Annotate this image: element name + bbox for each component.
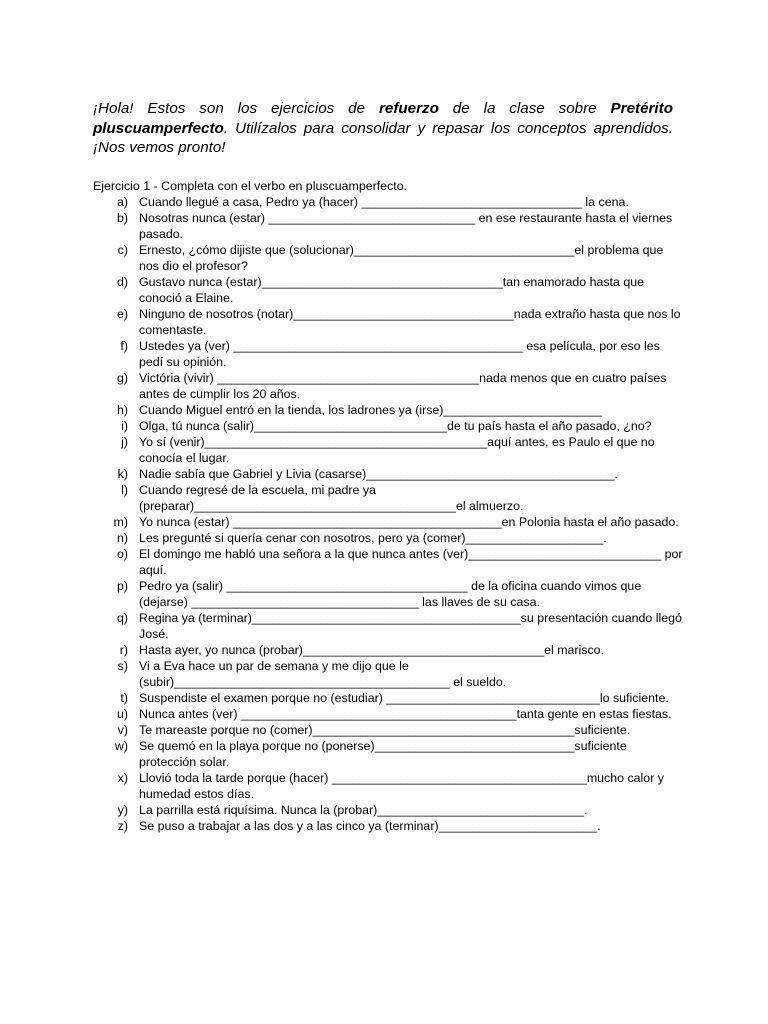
- exercise-item: [93, 466, 683, 482]
- exercise-item: [93, 514, 683, 530]
- exercise-item-text: Les pregunté si quería cenar con nosotros, pero ya (comer)____________________.: [139, 531, 607, 545]
- exercise-item-letter: j): [121, 435, 128, 449]
- exercise-item-text: La parrilla está riquísima. Nunca la (probar)______________________________.: [139, 803, 588, 817]
- exercise-item-letter: i): [121, 419, 128, 433]
- exercise-item-text: Victória (vivir) ______________________________________nada menos que en cuatro países antes de cumplir los 20 años.: [139, 371, 667, 401]
- exercise-item: [93, 530, 683, 546]
- exercise-title: Ejercicio 1 - Completa con el verbo en pluscuamperfecto.: [93, 179, 408, 193]
- exercise-item: [93, 642, 683, 658]
- intro-text-3: . Utilízalos para consolidar y repasar los conceptos aprendidos. ¡Nos vemos pronto!: [93, 119, 673, 157]
- exercise-item-text: Gustavo nunca (estar)___________________________________tan enamorado hasta que conoció a Elaine.: [139, 275, 644, 305]
- exercise-item: [93, 690, 683, 706]
- exercise-item-letter: d): [116, 275, 128, 289]
- exercise-item-text: Regina ya (terminar)_______________________________________su presentación cuando llegó José.: [139, 611, 682, 641]
- exercise-item: [93, 706, 683, 722]
- exercise-item-text: Vi a Eva hace un par de semana y me dijo que le (subir)________________________________________ el sueldo.: [139, 659, 507, 689]
- exercise-item: [93, 722, 683, 738]
- exercise-item-letter: h): [116, 403, 128, 417]
- intro-paragraph: [93, 99, 673, 158]
- exercise-item-text: Se puso a trabajar a las dos y a las cinco ya (terminar)_______________________.: [139, 819, 601, 833]
- exercise-item-letter: f): [120, 339, 128, 353]
- exercise-item-text: Yo nunca (estar) _______________________________________en Polonia hasta el año pasado.: [139, 515, 679, 529]
- intro-text-1: ¡Hola! Estos son los ejercicios de: [93, 100, 379, 118]
- exercise-item-letter: t): [120, 691, 128, 705]
- exercise-item: [93, 194, 683, 210]
- exercise-item-letter: p): [116, 579, 128, 593]
- exercise-item: [93, 770, 683, 802]
- exercise-item-text: Hasta ayer, yo nunca (probar)___________________________________el marisco.: [139, 643, 605, 657]
- exercise-item-text: Ernesto, ¿cómo dijiste que (solucionar)________________________________el problema que nos dio el profesor?: [139, 243, 664, 273]
- exercise-item-letter: g): [116, 371, 128, 385]
- exercise-item: [93, 802, 683, 818]
- exercise-item-letter: l): [121, 483, 128, 497]
- exercise-item: [93, 818, 683, 834]
- exercise-item-letter: n): [116, 531, 128, 545]
- exercise-item: [93, 546, 683, 578]
- exercise-item-letter: c): [117, 243, 128, 257]
- exercise-item: [93, 306, 683, 338]
- exercise-item-text: Yo sí (venir)_________________________________________aquí antes, es Paulo el que no conocía el lugar.: [139, 435, 655, 465]
- exercise-item-letter: u): [116, 707, 128, 721]
- exercise-item-letter: m): [113, 515, 128, 529]
- exercise-item-letter: k): [117, 467, 128, 481]
- exercise-item-letter: w): [114, 739, 128, 753]
- exercise-item-text: Nosotras nunca (estar) ______________________________ en ese restaurante hasta el viernes pasado.: [139, 211, 673, 241]
- exercise-item-text: El domingo me habló una señora a la que nunca antes (ver)____________________________ por aquí.: [139, 547, 683, 577]
- exercise-item: [93, 578, 683, 610]
- exercise-item: [93, 210, 683, 242]
- exercise-item-letter: x): [117, 771, 128, 785]
- exercise-item: [93, 658, 683, 690]
- exercise-item: [93, 242, 683, 274]
- exercise-item: [93, 338, 683, 370]
- exercise-item-letter: r): [119, 643, 128, 657]
- exercise-section: [93, 178, 683, 834]
- exercise-item-letter: e): [116, 307, 128, 321]
- exercise-item-text: Suspendiste el examen porque no (estudiar) _______________________________lo suficiente.: [139, 691, 669, 705]
- exercise-item: [93, 274, 683, 306]
- exercise-item-text: Cuando Miguel entró en la tienda, los ladrones ya (irse)_______________________: [139, 403, 602, 417]
- exercise-item-letter: o): [116, 547, 128, 561]
- intro-text-2: de la clase sobre: [438, 100, 611, 118]
- exercise-item-text: Cuando llegué a casa, Pedro ya (hacer) ________________________________ la cena.: [139, 195, 629, 209]
- exercise-item-letter: y): [117, 803, 128, 817]
- exercise-item-text: Cuando regresé de la escuela, mi padre ya (preparar)______________________________________el almuerzo.: [139, 483, 524, 513]
- exercise-item-text: Nadie sabía que Gabriel y Livia (casarse)____________________________________.: [139, 467, 618, 481]
- exercise-item: [93, 370, 683, 402]
- exercise-item: [93, 482, 683, 514]
- exercise-item: [93, 418, 683, 434]
- exercise-item-text: Llovió toda la tarde porque (hacer) _____________________________________mucho calor y humedad estos días.: [139, 771, 664, 801]
- exercise-item: [93, 738, 683, 770]
- exercise-item-letter: s): [117, 659, 128, 673]
- exercise-list: [93, 194, 683, 834]
- exercise-item-text: Nunca antes (ver) ________________________________________tanta gente en estas fiestas.: [139, 707, 672, 721]
- exercise-item-text: Te mareaste porque no (comer)______________________________________suficiente.: [139, 723, 631, 737]
- exercise-item: [93, 610, 683, 642]
- exercise-item-text: Ustedes ya (ver) __________________________________________ esa película, por eso les pedí su opinión.: [139, 339, 660, 369]
- exercise-item-text: Ninguno de nosotros (notar)________________________________nada extraño hasta que nos lo comentaste.: [139, 307, 681, 337]
- intro-bold-topic: Pretérito pluscuamperfecto: [93, 100, 673, 137]
- exercise-item-letter: v): [117, 723, 128, 737]
- exercise-item-text: Se quemó en la playa porque no (ponerse)_____________________________suficiente protección solar.: [139, 739, 627, 769]
- exercise-item-letter: q): [116, 611, 128, 625]
- exercise-item: [93, 402, 683, 418]
- exercise-item-letter: a): [116, 195, 128, 209]
- exercise-item-text: Pedro ya (salir) ___________________________________ de la oficina cuando vimos que (dejarse) _________________________________ las llaves de su casa.: [139, 579, 642, 609]
- exercise-item-text: Olga, tú nunca (salir)____________________________de tu país hasta el año pasado, ¿no?: [139, 419, 652, 433]
- intro-bold-refuerzo: refuerzo: [378, 100, 439, 118]
- exercise-item-letter: z): [117, 819, 128, 833]
- exercise-item-letter: b): [116, 211, 128, 225]
- exercise-item: [93, 434, 683, 466]
